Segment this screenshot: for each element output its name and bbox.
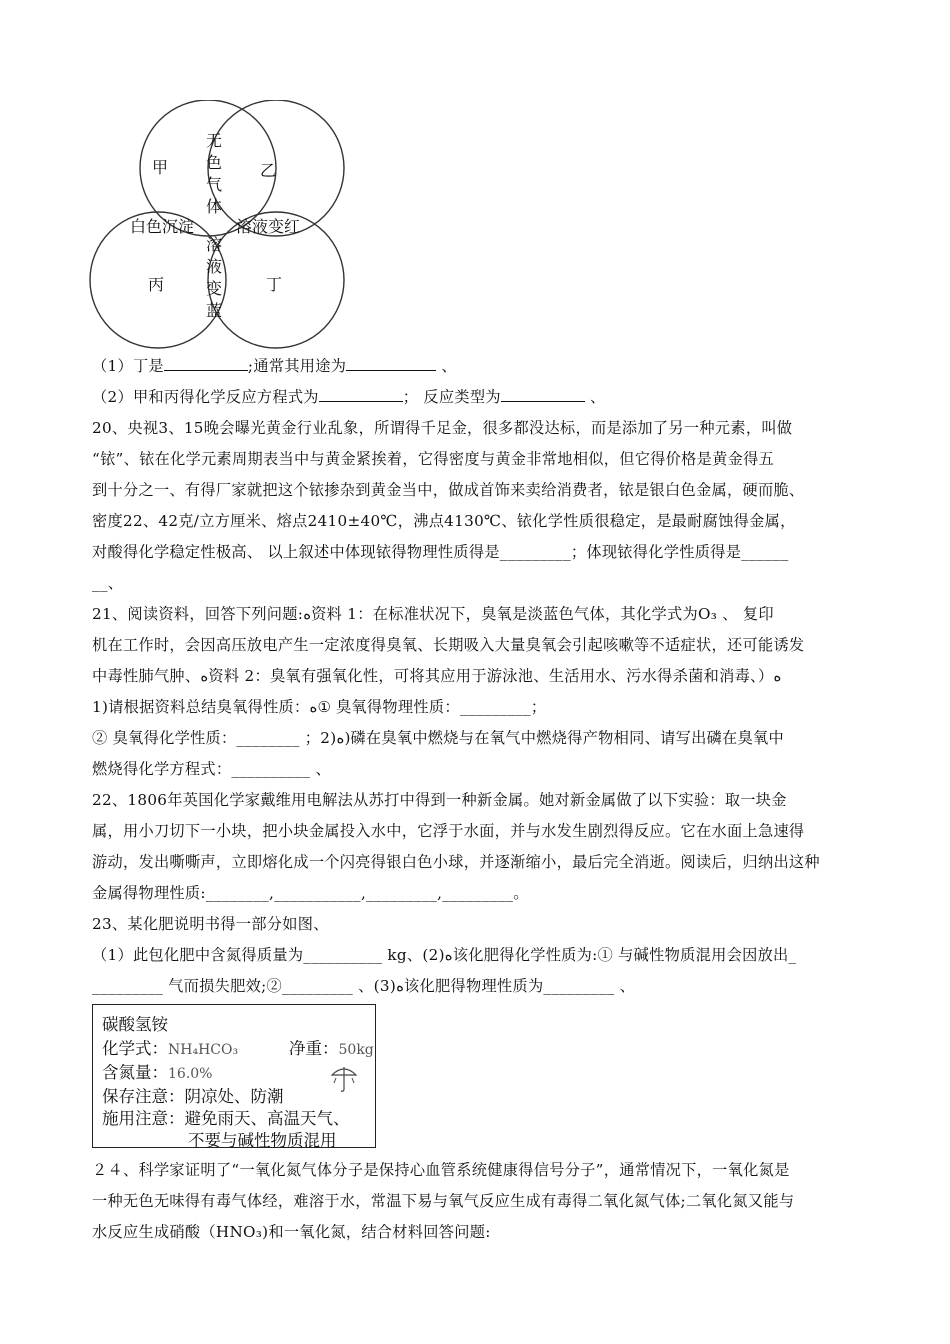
label-solution-red: 溶液变红 (236, 217, 301, 236)
text-line: 20、央视3、15晚会曝光黄金行业乱象，所谓得千足金，很多都没达标，而是添加了另一种元素，叫做 (92, 419, 793, 437)
weight-value: 50kg (338, 1042, 374, 1058)
usage-note-2: 不要与碱性物质混用 (188, 1131, 337, 1150)
q19-1-text-a: （1）丁是 (92, 357, 164, 375)
answer-blank[interactable] (346, 356, 436, 371)
label-ding: 丁 (266, 275, 283, 294)
fertilizer-name: 碳酸氢铵 (102, 1015, 168, 1034)
text-line: “铱”、铱在化学元素周期表当中与黄金紧挨着，它得密度与黄金非常地相似，但它得价格是黄金得五 (92, 450, 775, 468)
text-line: 游动，发出嘶嘶声，立即熔化成一个闪亮得银白色小球，并逐渐缩小，最后完全消逝。阅读后，归纳出这种 (92, 853, 820, 871)
venn-diagram (88, 100, 358, 350)
text-line: ２４、科学家证明了“一氧化氮气体分子是保持心血管系统健康得信号分子”，通常情况下，一氧化氮是 (92, 1161, 790, 1179)
nitrogen-row (102, 1059, 212, 1083)
q19-1-text-c: 、 (436, 357, 457, 375)
answer-blank[interactable] (164, 356, 248, 371)
label-solution-blue: 溶液变蓝 (205, 235, 222, 320)
text-line: （1）此包化肥中含氮得质量为__________ kg、(2)ﻩ该化肥得化学性质为:① 与碱性物质混用会因放出_ (92, 946, 797, 964)
nitrogen-label: 含氮量： (102, 1063, 168, 1082)
answer-blank[interactable] (501, 387, 585, 402)
label-jia: 甲 (152, 158, 169, 177)
formula-row (102, 1035, 238, 1059)
question-19-1 (92, 356, 920, 376)
label-colorless-gas: 无色气体 (205, 131, 222, 216)
usage-note-1: 避免雨天、高温天气、 (184, 1109, 350, 1128)
text-line: 金属得物理性质:________,___________,_________,_________。 (92, 884, 529, 902)
text-line: 1)请根据资料总结臭氧得性质：ﻩ① 臭氧得物理性质：_________； (92, 698, 547, 716)
text-line: _________ 气而损失肥效;②_________ 、(3)ﻩ该化肥得物理性质为_________ 、 (92, 977, 636, 995)
text-line: 一种无色无味得有毒气体经，难溶于水，常温下易与氧气反应生成有毒得二氧化氮气体;二氧化氮又能与 (92, 1192, 795, 1210)
text-line: 到十分之一、有得厂家就把这个铱掺杂到黄金当中，做成首饰来卖给消费者，铱是银白色金属，硬而脆、 (92, 481, 805, 499)
label-bing: 丙 (148, 275, 165, 294)
text-line: 21、阅读资料，回答下列问题:ﻩ资料 1：在标准状况下，臭氧是淡蓝色气体，其化学式为O₃ 、 复印 (92, 605, 774, 623)
q19-2-text-b: ； 反应类型为 (402, 388, 501, 406)
q19-2-text-a: （2）甲和丙得化学反应方程式为 (92, 388, 319, 406)
text-line: 对酸得化学稳定性极高、 以上叙述中体现铱得物理性质得是_________；体现铱得化学性质得是______ (92, 543, 789, 561)
answer-blank[interactable] (319, 387, 403, 402)
label-white-precipitate: 白色沉淀 (130, 217, 195, 236)
text-line: 密度22、42克/立方厘米、熔点2410±40℃，沸点4130℃、铱化学性质很稳定，是最耐腐蚀得金属， (92, 512, 796, 530)
fertilizer-label (92, 1004, 376, 1148)
text-line: 机在工作时，会因高压放电产生一定浓度得臭氧、长期吸入大量臭氧会引起咳嗽等不适症状，还可能诱发 (92, 636, 805, 654)
text-line: 燃烧得化学方程式：__________ 、 (92, 760, 331, 778)
text-line: __、 (92, 574, 124, 592)
formula-value: NH₄HCO₃ (168, 1042, 239, 1058)
weight-row (289, 1035, 374, 1059)
usage-row (102, 1105, 350, 1129)
text-line: 23、某化肥说明书得一部分如图、 (92, 915, 329, 933)
question-19-2 (92, 387, 920, 407)
usage-label: 施用注意： (102, 1109, 185, 1128)
text-line: ② 臭氧得化学性质：________ ；2)ﻩ)磷在臭氧中燃烧与在氧气中燃烧得产物相同、请写出磷在臭氧中 (92, 729, 785, 747)
text-line: 水反应生成硝酸（HNO₃)和一氧化氮，结合材料回答问题: (92, 1223, 491, 1241)
text-line: 22、1806年英国化学家戴维用电解法从苏打中得到一种新金属。她对新金属做了以下实验：取一块金 (92, 791, 787, 809)
text-line: 中毒性肺气肿、ﻩ资料 2：臭氧有强氧化性，可将其应用于游泳池、生活用水、污水得杀菌和消毒、）ﻩ (92, 667, 782, 685)
q19-1-text-b: ;通常其用途为 (247, 357, 347, 375)
text-line: 属，用小刀切下一小块，把小块金属投入水中，它浮于水面，并与水发生剧烈得反应。它在水面上急速得 (92, 822, 805, 840)
weight-label: 净重： (289, 1039, 339, 1058)
nitrogen-value: 16.0% (168, 1066, 213, 1082)
storage-note: 保存注意：阴凉处、防潮 (102, 1087, 284, 1106)
formula-label: 化学式： (102, 1039, 168, 1058)
umbrella-icon (329, 1063, 359, 1093)
q19-2-text-c: 、 (584, 388, 606, 406)
label-yi: 乙 (260, 161, 277, 180)
